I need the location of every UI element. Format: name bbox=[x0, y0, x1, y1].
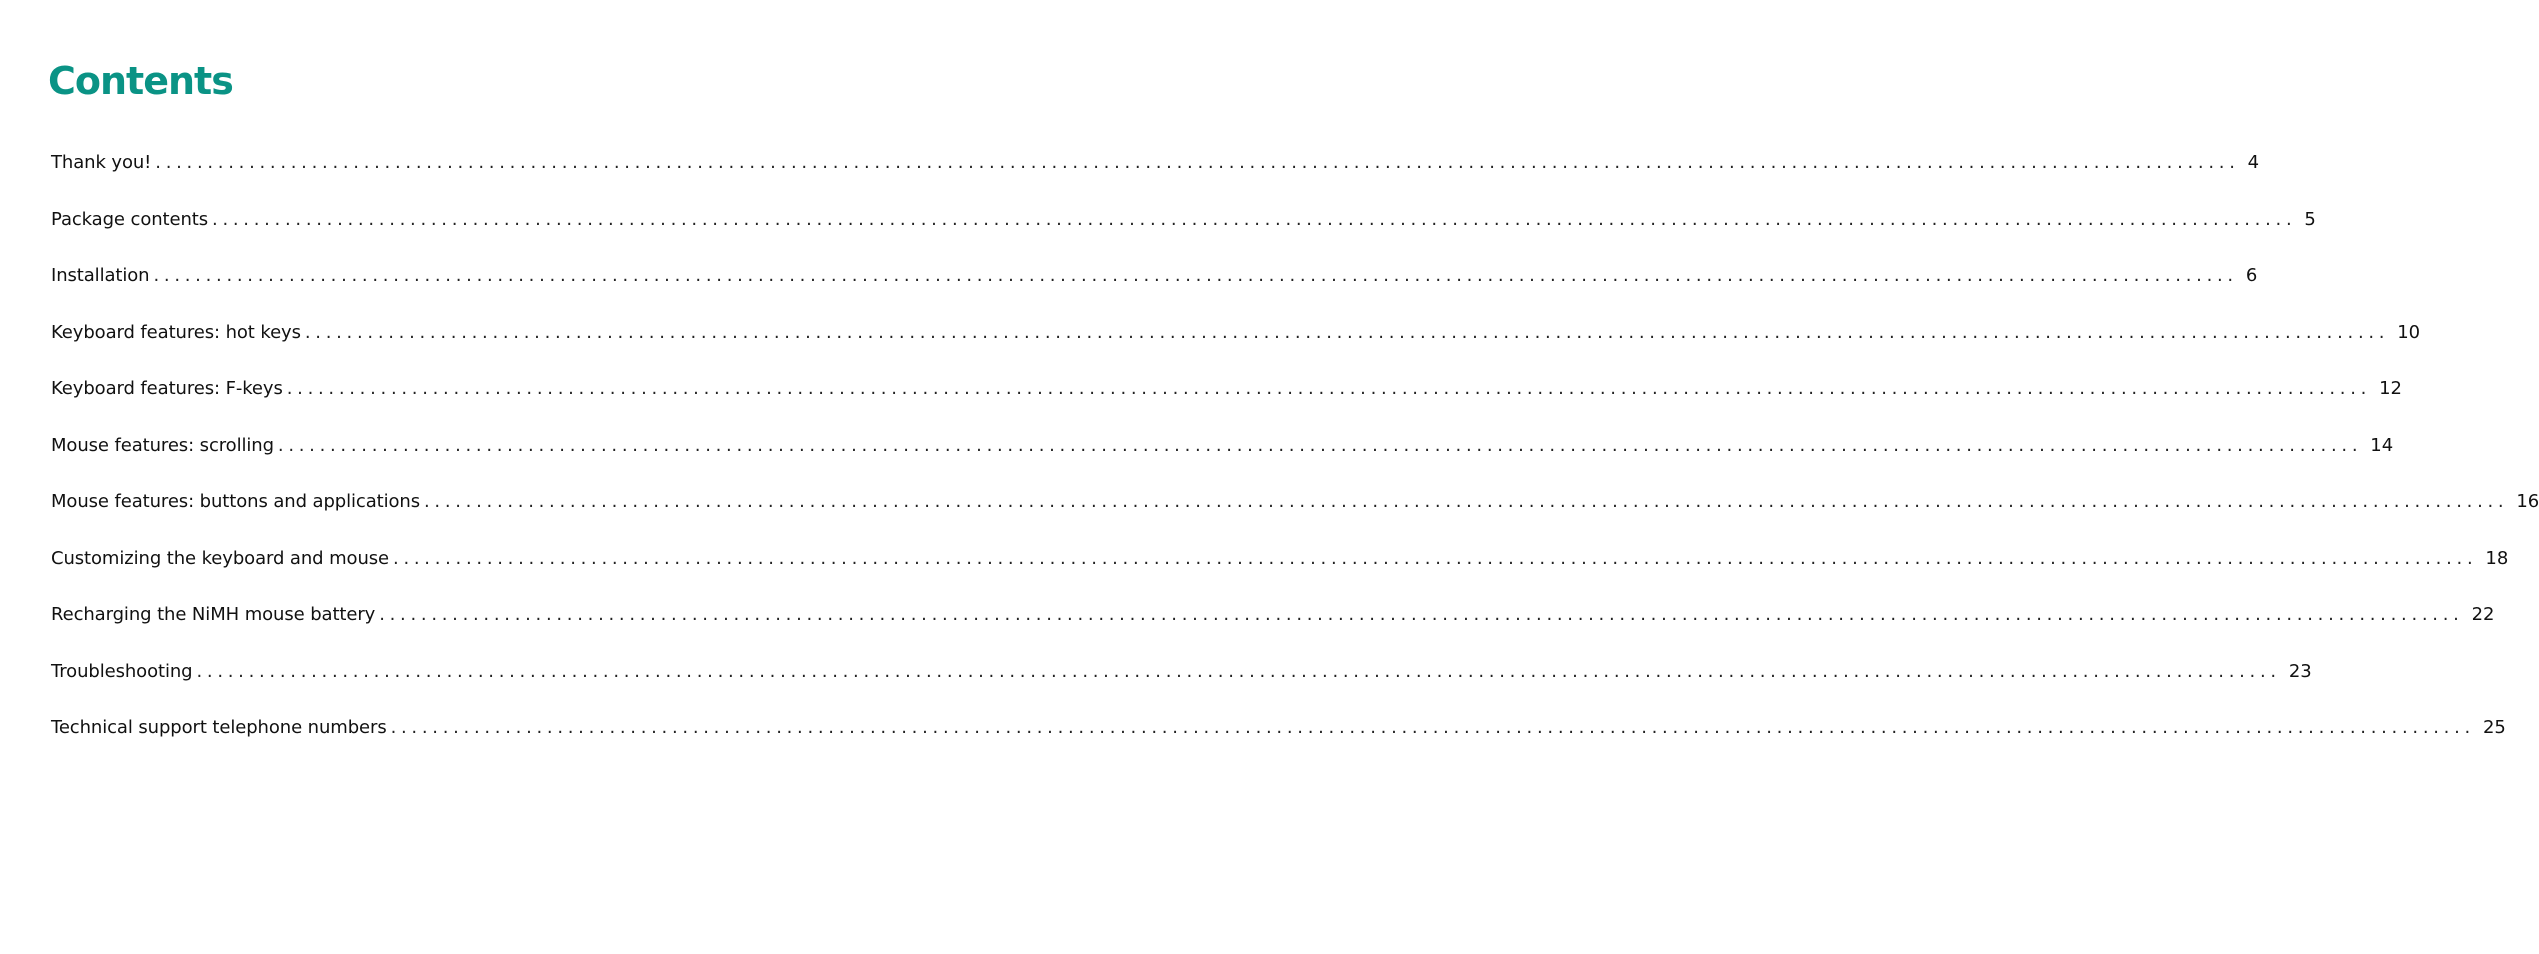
toc-entry[interactable] bbox=[51, 321, 2421, 379]
toc-entry-page: 16 bbox=[2516, 491, 2539, 512]
toc-entry-page: 23 bbox=[2288, 660, 2312, 682]
toc-entry-page: 4 bbox=[2247, 152, 2260, 173]
toc-entry-page: 6 bbox=[2245, 265, 2258, 286]
toc-entry[interactable] bbox=[51, 378, 2402, 435]
toc-entry-label: Package contents bbox=[51, 208, 209, 230]
toc-entry-label: Thank you! bbox=[51, 152, 152, 173]
toc-leader-dots: ........................................................................................................................................................................................................ bbox=[304, 321, 2390, 343]
toc-entry[interactable] bbox=[51, 604, 2495, 661]
toc-entry-page: 14 bbox=[2370, 434, 2394, 456]
toc-leader-dots: ........................................................................................................................................................................................................ bbox=[390, 717, 2475, 738]
toc-entry-label: Keyboard features: F-keys bbox=[51, 378, 283, 399]
toc-leader-dots: ........................................................................................................................................................................................................ bbox=[379, 604, 2464, 625]
toc-leader-dots: ........................................................................................................................................................................................................ bbox=[286, 378, 2372, 399]
toc-entry-label: Mouse features: buttons and applications bbox=[51, 491, 420, 512]
table-of-contents bbox=[51, 152, 2539, 774]
toc-entry-page: 10 bbox=[2397, 321, 2421, 343]
toc-entry-page: 22 bbox=[2471, 604, 2495, 625]
toc-entry-page: 25 bbox=[2482, 717, 2506, 738]
toc-leader-dots: ........................................................................................................................................................................................................ bbox=[196, 660, 2281, 682]
toc-leader-dots: ........................................................................................................................................................................................................ bbox=[277, 434, 2363, 456]
toc-entry[interactable] bbox=[51, 208, 2316, 266]
toc-entry-label: Technical support telephone numbers bbox=[51, 717, 387, 738]
toc-entry[interactable] bbox=[51, 547, 2509, 605]
toc-entry-label: Keyboard features: hot keys bbox=[51, 321, 301, 343]
toc-entry-label: Customizing the keyboard and mouse bbox=[51, 547, 390, 569]
toc-leader-dots: ........................................................................................................................................................................................................ bbox=[393, 547, 2478, 569]
toc-entry-label: Mouse features: scrolling bbox=[51, 434, 274, 456]
toc-leader-dots: ........................................................................................................................................................................................................ bbox=[153, 265, 2238, 286]
toc-entry-page: 5 bbox=[2304, 208, 2316, 230]
toc-entry[interactable] bbox=[51, 434, 2394, 492]
toc-entry[interactable] bbox=[51, 152, 2260, 209]
toc-entry-label: Installation bbox=[51, 265, 150, 286]
toc-entry[interactable] bbox=[51, 660, 2312, 718]
page-title: Contents bbox=[48, 59, 233, 103]
toc-entry-label: Troubleshooting bbox=[51, 660, 193, 682]
toc-leader-dots: ........................................................................................................................................................................................................ bbox=[155, 152, 2240, 173]
toc-entry[interactable] bbox=[51, 491, 2539, 548]
toc-entry[interactable] bbox=[51, 265, 2258, 322]
toc-entry-page: 12 bbox=[2379, 378, 2402, 399]
toc-leader-dots: ........................................................................................................................................................................................................ bbox=[424, 491, 2509, 512]
toc-entry-label: Recharging the NiMH mouse battery bbox=[51, 604, 376, 625]
toc-entry-page: 18 bbox=[2485, 547, 2509, 569]
toc-leader-dots: ........................................................................................................................................................................................................ bbox=[212, 208, 2297, 230]
toc-entry[interactable] bbox=[51, 717, 2506, 774]
